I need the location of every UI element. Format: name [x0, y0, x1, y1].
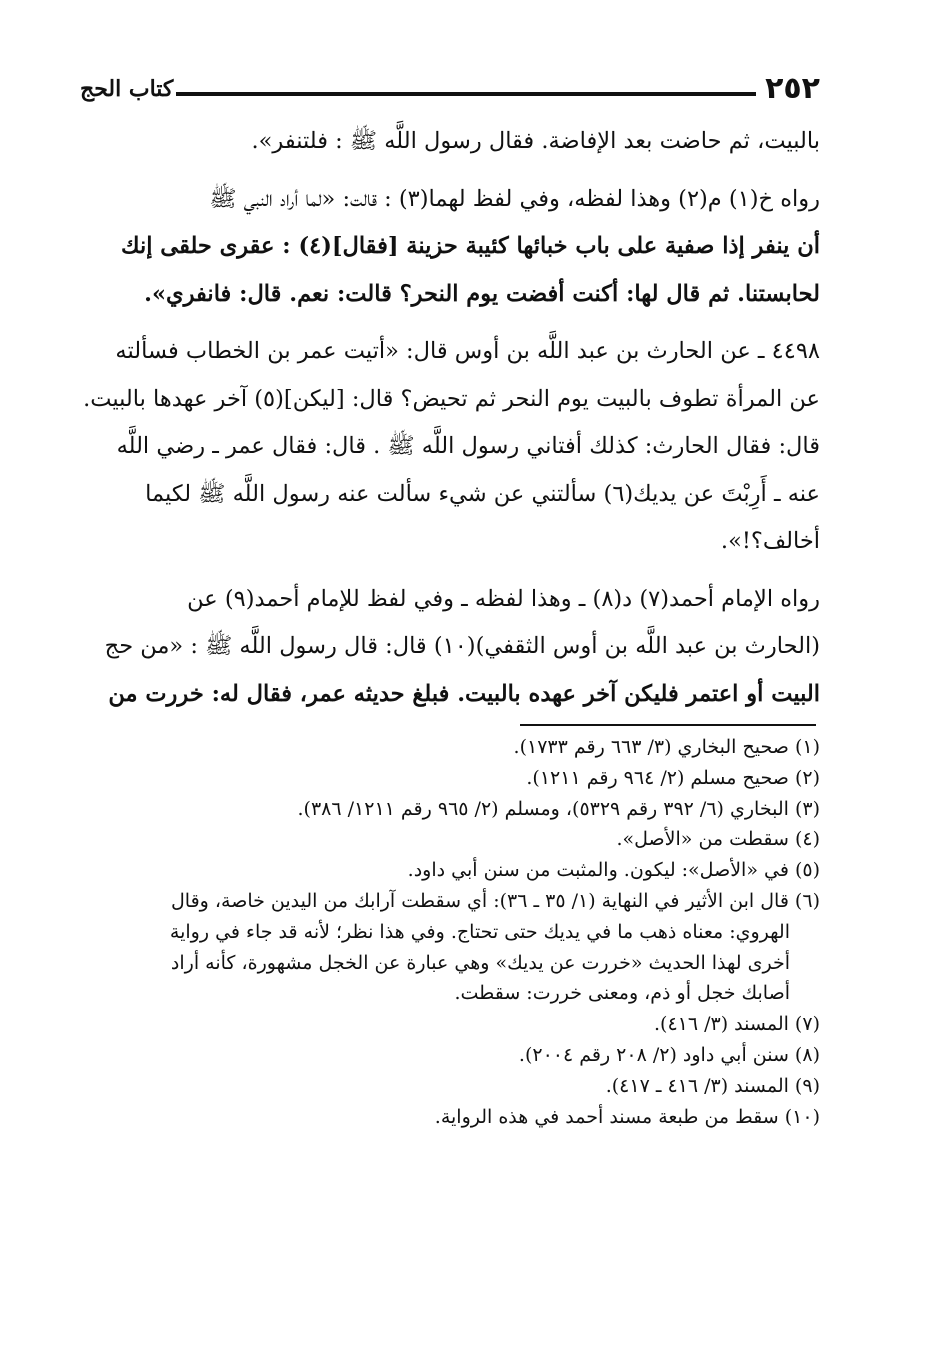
text-line: عنه ـ أَرِبْتَ عن يديك(٦) سألتني عن شيء سألت عنه رسول اللَّه ﷺ لكيما [145, 480, 820, 507]
text-line: أخالف؟!». [720, 528, 820, 554]
footnote-separator [520, 724, 816, 726]
paragraph-1 [80, 118, 820, 166]
footnote-4: (٤) سقطت من «الأصل». [616, 828, 820, 851]
text-line: أن ينفر إذا صفية على باب خبائها كئيبة حزينة [فقال](٤) : عقرى حلقى إنك [121, 233, 820, 259]
text-line: قال: فقال الحارث: كذلك أفتاني رسول اللَّه ﷺ . قال: فقال عمر ـ رضي اللَّه [116, 433, 820, 459]
footnote-6-line-4: أصابك خجل أو ذم، ومعنى خررت: سقطت. [454, 982, 790, 1005]
page-header [80, 72, 820, 106]
text-line: بالبيت، ثم حاضت بعد الإفاضة. فقال رسول اللَّه ﷺ : فلتنفر». [251, 128, 820, 154]
text-line: لحابستنا. ثم قال لها: أكنت أفضت يوم النحر؟ قالت: نعم. قال: فانفري». [144, 280, 820, 307]
footnote-6-line-2: الهروي: معناه ذهب ما في يديك حتى تحتاج. وفي هذا نظر؛ لأنه قد جاء في رواية [169, 920, 790, 943]
text-line: ٤٤٩٨ ـ عن الحارث بن عبد اللَّه بن أوس قال: «أتيت عمر بن الخطاب فسألته [115, 338, 820, 364]
footnote-1: (١) صحيح البخاري (٣/ ٦٦٣ رقم ١٧٣٣). [513, 736, 820, 758]
paragraph-2 [80, 176, 820, 319]
text-line: رواه خ(١) م(٢) وهذا لفظه، وفي لفظ لهما(٣) : قالت: «لما أراد النبي ﷺ [209, 185, 820, 212]
footnote-5: (٥) في «الأصل»: ليكون. والمثبت من سنن أبي داود. [407, 859, 820, 882]
footnote-7: (٧) المسند (٣/ ٤١٦). [653, 1013, 820, 1036]
text-line: عن المرأة تطوف بالبيت يوم النحر ثم تحيض؟ قال: [ليكن](٥) آخر عهدها بالبيت. [83, 385, 820, 412]
page-number: ٢٥٢ [765, 71, 820, 106]
footnote-6-line-3: أخرى لهذا الحديث «خررت عن يديك» وهي عبارة عن الخجل مشهورة، كأنه أراد [170, 951, 790, 974]
paragraph-3 [80, 328, 820, 566]
paragraph-4 [80, 576, 820, 719]
footnote-8: (٨) سنن أبي داود (٢/ ٢٠٨ رقم ٢٠٠٤). [518, 1043, 820, 1066]
text-line: رواه الإمام أحمد(٧) د(٨) ـ وهذا لفظه ـ وفي لفظ للإمام أحمد(٩) عن [187, 585, 820, 612]
running-title: كتاب الحج [80, 76, 174, 102]
main-text [80, 118, 820, 718]
footnote-9: (٩) المسند (٣/ ٤١٦ ـ ٤١٧). [605, 1074, 820, 1097]
footnote-3: (٣) البخاري (٦/ ٣٩٢ رقم ٥٣٢٩)، ومسلم (٢/ ٩٦٥ رقم ١٢١١/ ٣٨٦). [297, 797, 820, 820]
footnote-2: (٢) صحيح مسلم (٢/ ٩٦٤ رقم ١٢١١). [526, 766, 820, 789]
footnote-6: (٦) قال ابن الأثير في النهاية (١/ ٣٥ ـ ٣٦): أي سقطت آرابك من اليدين خاصة، وقال [170, 889, 820, 912]
footnotes [80, 732, 820, 1132]
text-line: (الحارث بن عبد اللَّه بن أوس الثقفي)(١٠) قال: قال رسول اللَّه ﷺ : «من حج [104, 633, 820, 659]
text-line: البيت أو اعتمر فليكن آخر عهده بالبيت. فبلغ حديثه عمر، فقال له: خررت من [108, 680, 820, 707]
header-rule [176, 92, 756, 96]
footnote-10: (١٠) سقط من طبعة مسند أحمد في هذه الرواية. [434, 1105, 820, 1128]
